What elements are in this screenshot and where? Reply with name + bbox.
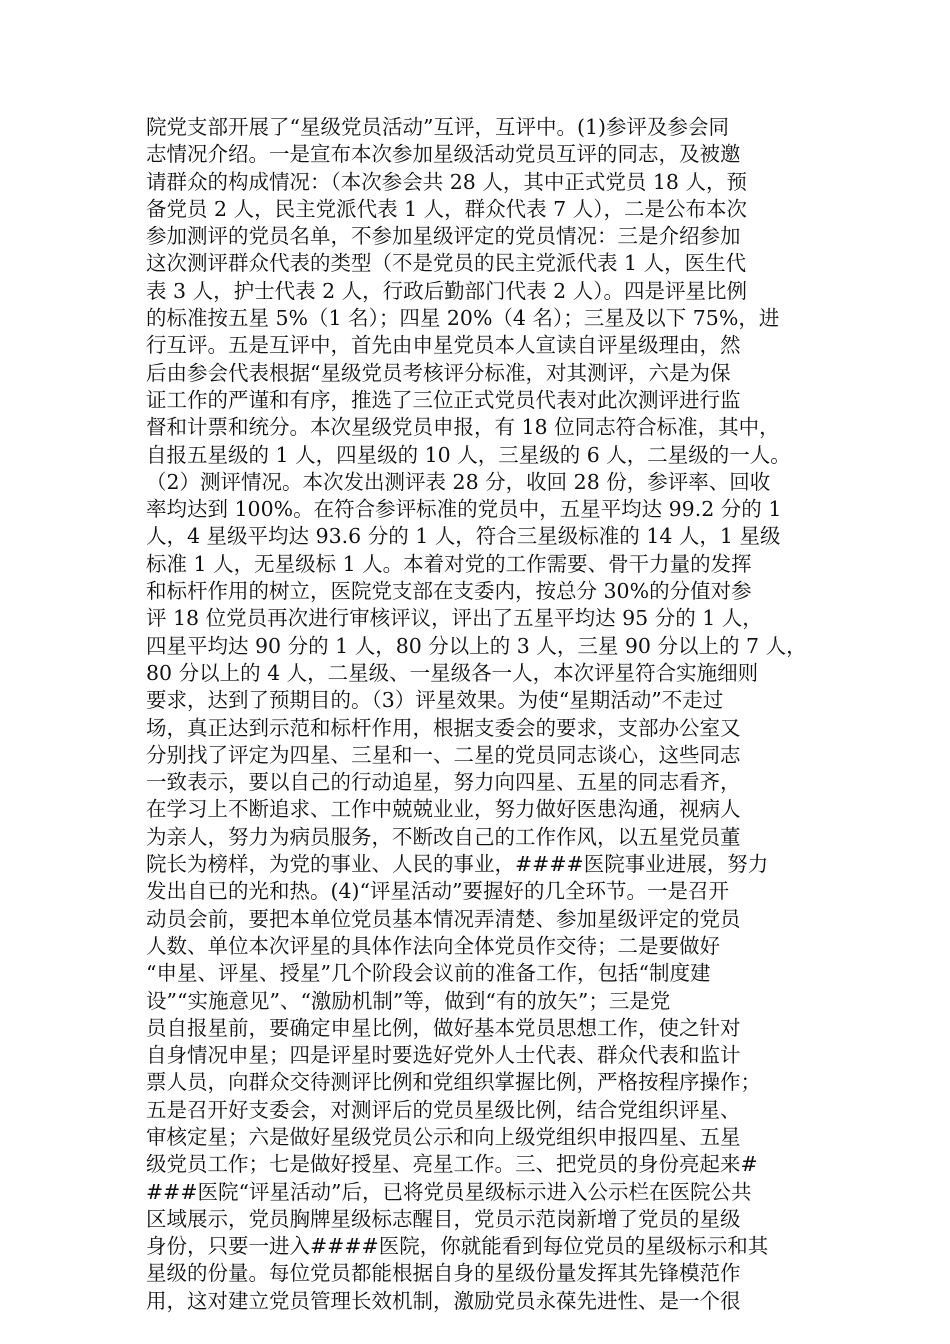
text-line: 级党员工作；七是做好授星、亮星工作。三、把党员的身份亮起来# <box>146 1152 758 1177</box>
text-line: 和标杆作用的树立，医院党支部在支委内，按总分 30%的分值对参 <box>146 579 752 604</box>
text-line: 要求，达到了预期目的。（3）评星效果。为使“星期活动”不走过 <box>146 688 724 713</box>
text-line: 参加测评的党员名单，不参加星级评定的党员情况：三是介绍参加 <box>146 224 741 249</box>
text-line: 评 18 位党员再次进行审核评议，评出了五星平均达 95 分的 1 人， <box>146 606 763 631</box>
text-line: 分别找了评定为四星、三星和一、二星的党员同志谈心，这些同志 <box>146 742 741 767</box>
text-line: （2）测评情况。本次发出测评表 28 分，收回 28 份，参评率、回收 <box>146 469 771 494</box>
text-line: 人，4 星级平均达 93.6 分的 1 人，符合三星级标准的 14 人，1 星级 <box>146 524 781 549</box>
text-line: 星级的份量。每位党员都能根据自身的星级份量发挥其先锋模范作 <box>146 1261 741 1286</box>
text-line: ###医院“评星活动”后，已将党员星级标示进入公示栏在医院公共 <box>146 1179 752 1204</box>
text-line: 场，真正达到示范和标杆作用，根据支委会的要求，支部办公室又 <box>146 715 741 740</box>
text-line: 请群众的构成情况：（本次参会共 28 人，其中正式党员 18 人，预 <box>146 169 747 194</box>
text-line: 自身情况申星；四是评星时要选好党外人士代表、群众代表和监计 <box>146 1043 741 1068</box>
text-line: 院党支部开展了“星级党员活动”互评，互评中。(1)参评及参会同 <box>146 115 729 139</box>
text-line: “申星、评星、授星”几个阶段会议前的准备工作，包括“制度建 <box>146 961 711 986</box>
text-line: 发出自已的光和热。(4)“评星活动”要握好的几全环节。一是召开 <box>146 879 729 904</box>
text-line: 的标准按五星 5%（1 名）；四星 20%（4 名）；三星及以下 75%，进 <box>146 306 780 331</box>
text-line: 审核定星；六是做好星级党员公示和向上级党组织申报四星、五星 <box>146 1124 741 1149</box>
text-line: 率均达到 100%。在符合参评标准的党员中，五星平均达 99.2 分的 1 <box>146 497 782 522</box>
text-line: 证工作的严谨和有序，推选了三位正式党员代表对此次测评进行监 <box>146 387 741 412</box>
text-line: 一致表示，要以自己的行动追星，努力向四星、五星的同志看齐， <box>146 770 741 795</box>
text-line: 动员会前，要把本单位党员基本情况弄清楚、参加星级评定的党员 <box>146 906 741 931</box>
text-line: 员自报星前，要确定申星比例，做好基本党员思想工作，使之针对 <box>146 1015 741 1040</box>
text-line: 区域展示，党员胸牌星级标志醒目，党员示范岗新增了党员的星级 <box>146 1206 741 1231</box>
text-line: 备党员 2 人，民主党派代表 1 人，群众代表 7 人），二是公布本次 <box>146 196 747 221</box>
text-line: 用，这对建立党员管理长效机制，激励党员永葆先进性、是一个很 <box>146 1288 741 1313</box>
text-line: 行互评。五是互评中，首先由申星党员本人宣读自评星级理由，然 <box>146 333 741 358</box>
text-line: 院长为榜样，为党的事业、人民的事业，####医院事业进展，努力 <box>146 852 769 877</box>
text-line: 志情况介绍。一是宣布本次参加星级活动党员互评的同志，及被邀 <box>146 142 741 167</box>
text-line: 这次测评群众代表的类型（不是党员的民主党派代表 1 人，医生代 <box>146 251 747 276</box>
text-line: 人数、单位本次评星的具体作法向全体党员作交待；二是要做好 <box>146 933 720 958</box>
text-line: 自报五星级的 1 人，四星级的 10 人，三星级的 6 人，二星级的一人。 <box>146 442 791 467</box>
text-line: 后由参会代表根据“星级党员考核评分标准，对其测评，六是为保 <box>146 360 731 385</box>
text-line: 票人员，向群众交待测评比例和党组织掌握比例，严格按程序操作； <box>146 1070 761 1095</box>
text-line: 为亲人，努力为病员服务，不断改自己的工作作风，以五星党员董 <box>146 824 741 849</box>
text-line: 80 分以上的 4 人，二星级、一星级各一人，本次评星符合实施细则 <box>146 660 759 685</box>
text-line: 在学习上不断追求、工作中兢兢业业，努力做好医患沟通，视病人 <box>146 797 741 822</box>
text-line: 四星平均达 90 分的 1 人，80 分以上的 3 人，三星 90 分以上的 7 人， <box>146 633 807 658</box>
text-line: 标准 1 人，无星级标 1 人。本着对党的工作需要、骨干力量的发挥 <box>146 551 752 576</box>
body-text <box>146 114 826 1315</box>
text-line: 督和计票和统分。本次星级党员申报，有 18 位同志符合标准，其中， <box>146 415 780 440</box>
text-line: 身份，只要一进入####医院，你就能看到每位党员的星级标示和其 <box>146 1234 769 1259</box>
text-line: 设”“实施意见”、“激励机制”等，做到“有的放矢”；三是党 <box>146 988 671 1013</box>
text-line: 表 3 人，护士代表 2 人，行政后勤部门代表 2 人）。四是评星比例 <box>146 278 747 303</box>
text-line: 五是召开好支委会，对测评后的党员星级比例，结合党组织评星、 <box>146 1097 741 1122</box>
